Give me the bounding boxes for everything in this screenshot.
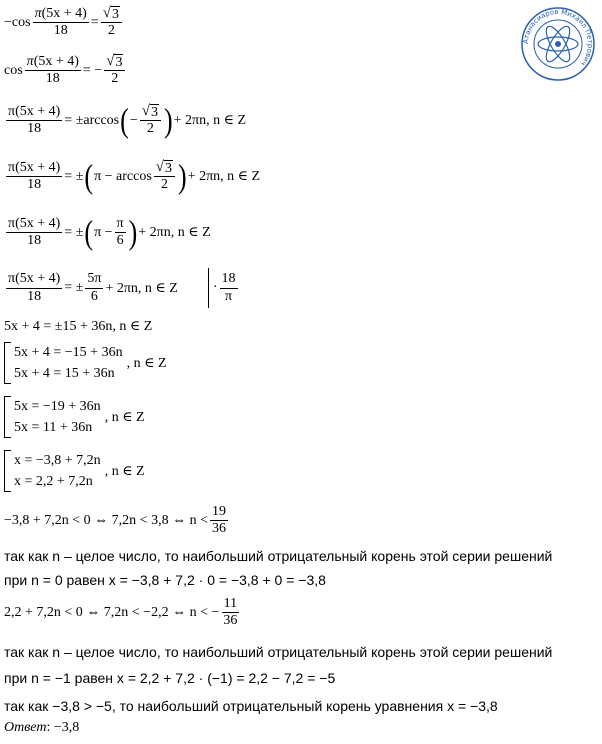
explanation-1-line-2: при n = 0 равен x = −3,8 + 7,2 · 0 = −3,8 + 0 = −3,8 (4, 572, 326, 588)
system-3: x = −3,8 + 7,2n x = 2,2 + 7,2n , n ∈ Z (4, 450, 145, 492)
equation-5: $\frac{\pi(5x + 4)}{18}$ = ± ( π − $\frac{\pi}{6}$ ) + 2πn, n ∈ Z (8, 213, 211, 251)
inequality-1: −3,8 + 7,2n < 0 ⇔ 7,2n < 3,8 ⇔ n < $\frac{19}{36}$ (4, 504, 226, 537)
explanation-1-line-1: так как n – целое число, то наибольший отрицательный корень этой серии решений (4, 548, 553, 564)
system-2: 5x = −19 + 36n 5x = 11 + 36n , n ∈ Z (4, 396, 145, 438)
svg-text:Атанасиаров Михаил Петрович: Атанасиаров Михаил Петрович (521, 7, 595, 68)
system-1: 5x + 4 = −15 + 36n 5x + 4 = 15 + 36n , n ∈ Z (4, 342, 167, 384)
conclusion: так как −3,8 > −5, то наибольший отрицательный корень уравнения x = −3,8 (4, 698, 498, 714)
answer (4, 720, 79, 736)
equation-4: $\frac{\pi(5x + 4)}{18}$ = ± ( π − arccos √ 3 2 ) + 2πn, n ∈ Z (8, 157, 261, 195)
explanation-2-line-1: так как n – целое число, то наибольший отрицательный корень этой серии решений (4, 644, 553, 660)
equation-1: −cos $\frac{\pi(5x + 4)}{18}$ = √ 3 2 (4, 6, 124, 39)
inequality-2: 2,2 + 7,2n < 0 ⇔ 7,2n < −2,2 ⇔ n < − $\frac{11}{36}$ (4, 596, 238, 629)
equation-3: $\frac{\pi(5x + 4)}{18}$ = ±arccos ( − √ 3 2 ) + 2πn, n ∈ Z (8, 101, 247, 139)
equation-2: cos $\frac{\pi(5x + 4)}{18}$ = − √ 3 2 (4, 54, 127, 87)
explanation-2-line-2: при n = −1 равен x = 2,2 + 7,2 · (−1) = 2,2 − 7,2 = −5 (4, 670, 336, 686)
equation-6: $\frac{\pi(5x + 4)}{18}$ = ± $\frac{5\pi}{6}$ + 2πn, n ∈ Z · $\frac{18}{\pi}$ (4, 268, 240, 308)
answer-label: Ответ (4, 720, 47, 735)
author-seal (520, 6, 596, 82)
equation-7: 5x + 4 = ±15 + 36n, n ∈ Z (4, 319, 153, 334)
answer-value: : −3,8 (46, 720, 80, 735)
